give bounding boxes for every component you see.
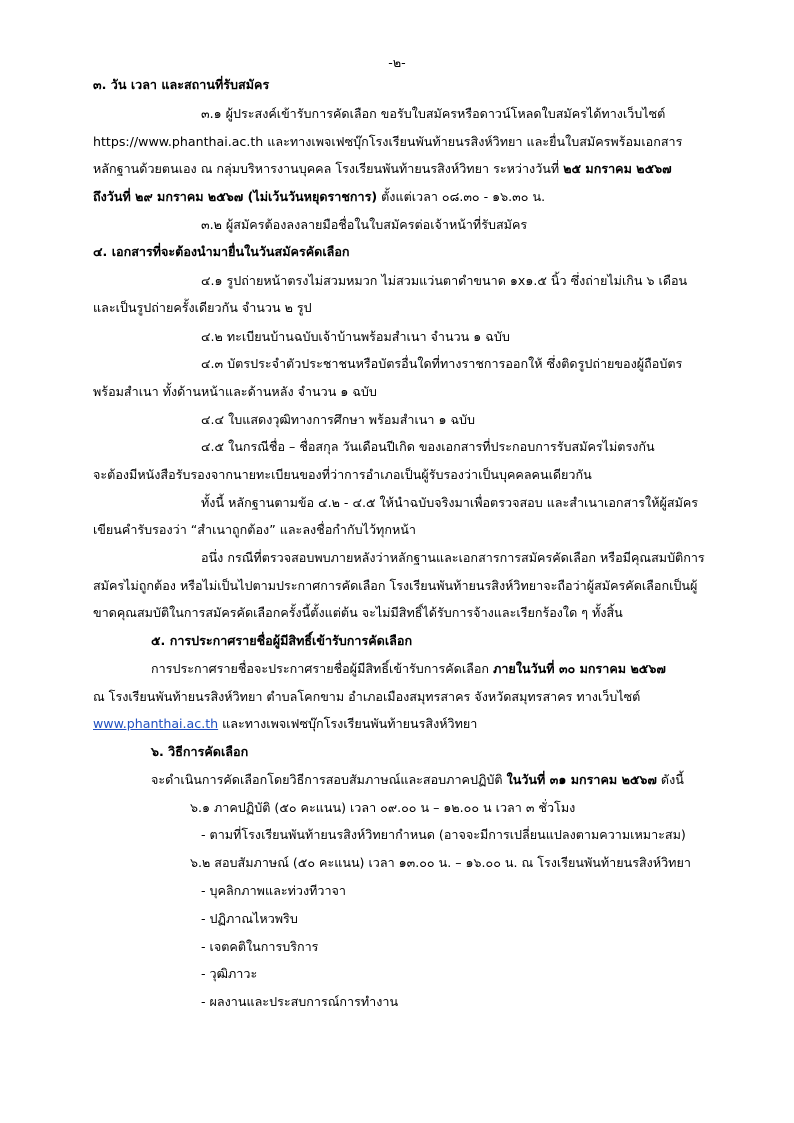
s4-note-2-line-1: อนึ่ง กรณีที่ตรวจสอบพบภายหลังว่าหลักฐานและเอกสารการสมัครคัดเลือก หรือมีคุณสมบัติการ	[201, 550, 705, 565]
s3-paragraph-1-line-1: ๓.๑ ผู้ประสงค์เข้ารับการคัดเลือก ขอรับใบสมัครหรือดาวน์โหลดใบสมัครได้ทางเว็บไซต์	[201, 106, 666, 121]
s4-note-1-line-2: เขียนคำรับรองว่า “สำเนาถูกต้อง” และลงชื่อกำกับไว้ทุกหน้า	[93, 522, 416, 537]
s3-paragraph-1-line-4	[93, 188, 545, 206]
interview-criterion: - ผลงานและประสบการณ์การทำงาน	[201, 994, 399, 1009]
s4-note-2-line-3: ขาดคุณสมบัติในการสมัครคัดเลือกครั้งนี้ตั้งแต่ต้น จะไม่มีสิทธิ์ได้รับการจ้างและเรียกร้องใด ๆ ทั้งสิ้น	[93, 605, 623, 620]
s4-item-1-line-2: และเป็นรูปถ่ายครั้งเดียวกัน จำนวน ๒ รูป	[93, 300, 312, 315]
interview-criterion: - เจตคติในการบริการ	[201, 939, 319, 954]
s4-note-2-line-2: สมัครไม่ถูกต้อง หรือไม่เป็นไปตามประกาศการคัดเลือก โรงเรียนพันท้ายนรสิงห์วิทยาจะถือว่าผู้สมัครคัดเลือกเป็นผู้	[93, 578, 698, 593]
s4-item-3-line-2: พร้อมสำเนา ทั้งด้านหน้าและด้านหลัง จำนวน ๑ ฉบับ	[93, 384, 377, 399]
interview-criterion: - วุฒิภาวะ	[201, 966, 258, 981]
s3-paragraph-1-line-2: https://www.phanthai.ac.th และทางเพจเฟซบุ๊กโรงเรียนพันท้ายนรสิงห์วิทยา และยื่นใบสมัครพร้อมเอกสาร	[93, 134, 683, 149]
s5-line-1-text: การประกาศรายชื่อจะประกาศรายชื่อผู้มีสิทธิ์เข้ารับการคัดเลือก	[151, 661, 494, 676]
s4-item-5-line-1: ๔.๕ ในกรณีชื่อ – ชื่อสกุล วันเดือนปีเกิด ของเอกสารที่ประกอบการรับสมัครไม่ตรงกัน	[201, 439, 655, 454]
interview-criterion: - ปฏิภาณไหวพริบ	[201, 911, 298, 926]
s3-time-range: ตั้งแต่เวลา ๐๘.๓๐ - ๑๖.๓๐ น.	[377, 189, 546, 204]
section-5-heading: ๕. การประกาศรายชื่อผู้มีสิทธิ์เข้ารับการคัดเลือก	[151, 633, 413, 648]
s3-paragraph-1-line-3	[93, 160, 672, 178]
s6-line-1-text: จะดำเนินการคัดเลือกโดยวิธีการสอบสัมภาษณ์และสอบภาคปฏิบัติ	[151, 772, 507, 787]
s5-line-3-text: และทางเพจเฟซบุ๊กโรงเรียนพันท้ายนรสิงห์วิทยา	[218, 716, 478, 731]
section-3-heading: ๓. วัน เวลา และสถานที่รับสมัคร	[93, 77, 270, 92]
s5-line-1	[151, 660, 666, 678]
s6-item-2: ๖.๒ สอบสัมภาษณ์ (๕๐ คะแนน) เวลา ๑๓.๐๐ น. – ๑๖.๐๐ น. ณ โรงเรียนพันท้ายนรสิงห์วิทยา	[190, 855, 691, 870]
s6-line-1	[151, 771, 684, 789]
s4-item-3-line-1: ๔.๓ บัตรประจำตัวประชาชนหรือบัตรอื่นใดที่ทางราชการออกให้ ซึ่งติดรูปถ่ายของผู้ถือบัตร	[201, 356, 683, 371]
website-link[interactable]: www.phanthai.ac.th	[93, 716, 219, 731]
section-4-heading: ๔. เอกสารที่จะต้องนำมายื่นในวันสมัครคัดเลือก	[93, 244, 350, 259]
s3-end-date: ถึงวันที่ ๒๙ มกราคม ๒๕๖๗ (ไม่เว้นวันหยุดราชการ)	[93, 189, 378, 204]
s6-item-1: ๖.๑ ภาคปฏิบัติ (๕๐ คะแนน) เวลา ๐๙.๐๐ น – ๑๒.๐๐ น เวลา ๓ ชั่วโมง	[190, 800, 576, 815]
page-number: -๒-	[388, 55, 406, 70]
s5-line-3	[93, 715, 477, 733]
interview-criterion: - บุคลิกภาพและท่วงทีวาจา	[201, 883, 347, 898]
s4-item-2: ๔.๒ ทะเบียนบ้านฉบับเจ้าบ้านพร้อมสำเนา จำนวน ๑ ฉบับ	[201, 329, 510, 344]
s4-item-1-line-1: ๔.๑ รูปถ่ายหน้าตรงไม่สวมหมวก ไม่สวมแว่นตาดำขนาด ๑x๑.๕ นิ้ว ซึ่งถ่ายไม่เกิน ๖ เดือน	[201, 273, 688, 288]
section-6-heading: ๖. วิธีการคัดเลือก	[151, 744, 249, 759]
s6-item-1-note: - ตามที่โรงเรียนพันท้ายนรสิงห์วิทยากำหนด (อาจจะมีการเปลี่ยนแปลงตามความเหมาะสม)	[201, 827, 686, 842]
s3-paragraph-2: ๓.๒ ผู้สมัครต้องลงลายมือชื่อในใบสมัครต่อเจ้าหน้าที่รับสมัคร	[201, 217, 528, 232]
s5-announce-date: ภายในวันที่ ๓๐ มกราคม ๒๕๖๗	[493, 661, 666, 676]
s6-line-1-end: ดังนี้	[656, 772, 684, 787]
s6-exam-date: ในวันที่ ๓๑ มกราคม ๒๕๖๗	[506, 772, 657, 787]
s4-item-5-line-2: จะต้องมีหนังสือรับรองจากนายทะเบียนของที่ว่าการอำเภอเป็นผู้รับรองว่าเป็นบุคคลคนเดียวกัน	[93, 467, 592, 482]
s4-note-1-line-1: ทั้งนี้ หลักฐานตามข้อ ๔.๒ - ๔.๕ ให้นำฉบับจริงมาเพื่อตรวจสอบ และสำเนาเอกสารให้ผู้สมัคร	[201, 495, 699, 510]
s3-line-3-text: หลักฐานด้วยตนเอง ณ กลุ่มบริหารงานบุคคล โรงเรียนพันท้ายนรสิงห์วิทยา ระหว่างวันที่	[93, 161, 564, 176]
s5-line-2: ณ โรงเรียนพันท้ายนรสิงห์วิทยา ตำบลโคกขาม อำเภอเมืองสมุทรสาคร จังหวัดสมุทรสาคร ทางเว็บไซต์	[93, 689, 641, 704]
s3-start-date: ๒๕ มกราคม ๒๕๖๗	[563, 161, 672, 176]
s4-item-4: ๔.๔ ใบแสดงวุฒิทางการศึกษา พร้อมสำเนา ๑ ฉบับ	[201, 412, 476, 427]
